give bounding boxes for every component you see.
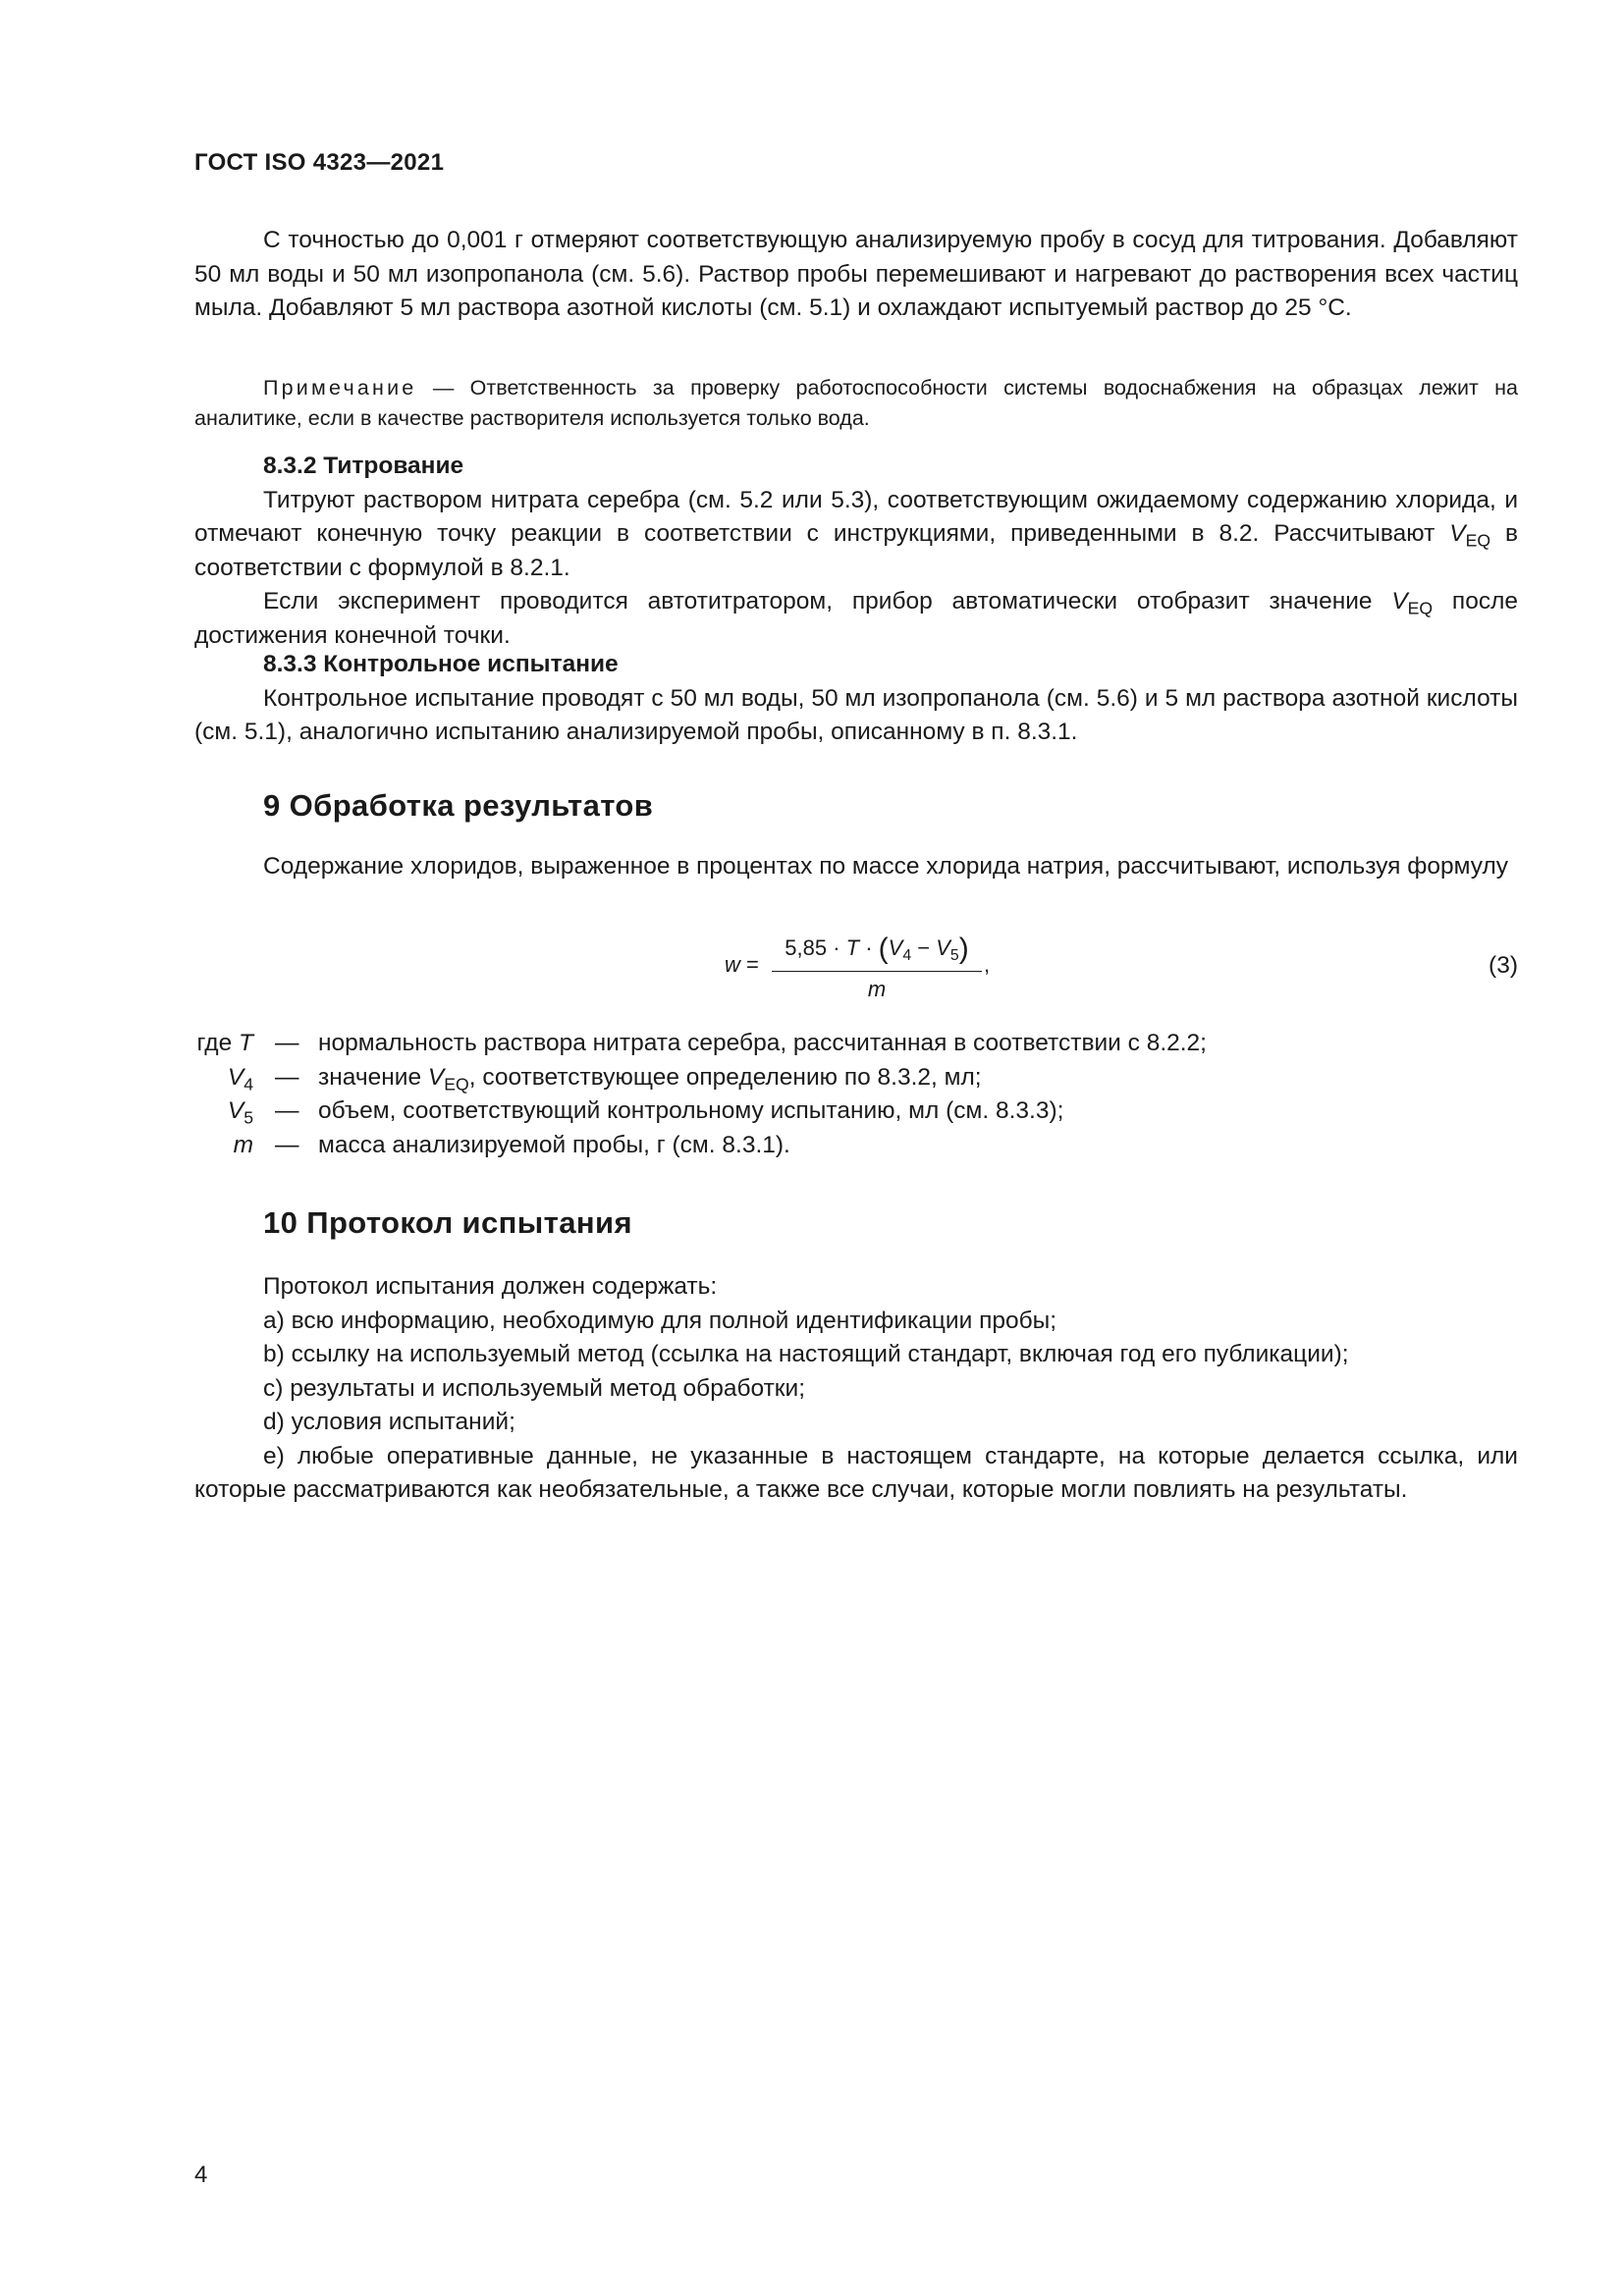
definition-m-text: масса анализируемой пробы, г (см. 8.3.1). — [318, 1131, 790, 1158]
formula-3 — [194, 933, 1518, 1001]
formula-number: (3) — [1489, 952, 1518, 979]
section-10-title: 10 Протокол испытания — [263, 1205, 632, 1240]
definition-t-symbol — [196, 1027, 253, 1061]
formula-v5: V — [936, 935, 950, 960]
formula-sub4: 4 — [902, 946, 912, 964]
where-label: где — [196, 1030, 233, 1056]
formula-coefficient: 5,85 — [785, 935, 828, 960]
text-fragment: , соответствующее определению по 8.3.2, мл; — [468, 1063, 982, 1091]
veq-subscript: EQ — [1407, 598, 1434, 618]
symbol-sub: 4 — [244, 1073, 253, 1094]
veq-symbol — [1391, 588, 1407, 614]
definition-v4-symbol — [228, 1061, 253, 1095]
section-10-intro: Протокол испытания должен содержать: — [263, 1273, 718, 1300]
definition-dash: — — [275, 1063, 299, 1091]
formula-equals: = — [746, 952, 759, 977]
text-fragment: значение — [318, 1063, 428, 1091]
list-item: a) всю информацию, необходимую для полной идентификации пробы; — [263, 1307, 1057, 1334]
veq-symbol — [1449, 520, 1465, 547]
formula-m: m — [867, 977, 887, 1001]
list-item: b) ссылку на используемый метод (ссылка на настоящий стандарт, включая год его публикации); — [263, 1341, 1349, 1367]
intro-paragraph: С точностью до 0,001 г отмеряют соответствующую анализируемую пробу в сосуд для титрования. Добавляют 50 мл воды и 50 мл изопропанола (см. 5.6). Раствор пробы перемешивают и нагревают до растворения всех частиц мыла. Добавляют 5 мл раствора азотной кислоты (см. 5.1) и охлаждают испытуемый раствор до 25 °С. — [194, 227, 1518, 321]
section-8-3-3-title: 8.3.3 Контрольное испытание — [263, 651, 619, 677]
note-paragraph — [194, 373, 1518, 434]
list-item: d) условия испытаний; — [263, 1409, 515, 1435]
section-9-body — [194, 850, 1518, 884]
definition-dash: — — [275, 1097, 299, 1124]
veq-v: V — [1449, 520, 1466, 547]
symbol-v: V — [227, 1097, 244, 1124]
list-item: c) результаты и используемый метод обработки; — [263, 1374, 806, 1402]
definition-m-symbol — [234, 1129, 253, 1163]
formula-definitions — [194, 1027, 1518, 1162]
formula-sub5: 5 — [949, 946, 959, 964]
section-10-body — [194, 1270, 1518, 1508]
text-fragment: в соответствии с формулой в 8.2.1. — [194, 520, 1518, 581]
text-fragment: после достижения конечной точки. — [194, 588, 1518, 649]
section-8-3-2-paragraph-1 — [194, 484, 1518, 586]
formula-numerator: $5,85 \cdot T \cdot (V_4 - V_5)$ — [772, 933, 982, 972]
paren-close: ) — [958, 933, 969, 965]
veq-subscript: EQ — [444, 1073, 469, 1094]
veq-v: V — [1391, 588, 1408, 614]
definition-m — [194, 1129, 1518, 1163]
section-8-3-2-title: 8.3.2 Титрование — [263, 453, 464, 479]
definition-t-text: нормальность раствора нитрата серебра, рассчитанная в соответствии с 8.2.2; — [318, 1030, 1207, 1056]
section-10 — [194, 1205, 1518, 1241]
definition-v4-text — [318, 1061, 982, 1095]
symbol-sub: 5 — [244, 1107, 253, 1128]
formula-v4: V — [888, 935, 903, 960]
definition-dash: — — [275, 1131, 299, 1158]
formula-t: T — [845, 935, 860, 960]
definition-v5-text: объем, соответствующий контрольному испытанию, мл (см. 8.3.3); — [318, 1097, 1064, 1124]
veq-subscript: EQ — [1465, 530, 1491, 551]
text-fragment: Титруют раствором нитрата серебра (см. 5.2 или 5.3), соответствующим ожидаемому содержанию хлорида, и отмечают конечную точку реакции в соответствии с инструкциями, приведенными в 8.2. Рассчитывают — [194, 486, 1518, 547]
veq-v: V — [427, 1063, 445, 1091]
section-9-paragraph: Содержание хлоридов, выраженное в процентах по массе хлорида натрия, рассчитывают, используя формулу — [263, 853, 1509, 880]
formula-fraction — [772, 933, 982, 1002]
symbol-t: T — [239, 1030, 253, 1056]
section-8-3-3-paragraph: Контрольное испытание проводят с 50 мл воды, 50 мл изопропанола (см. 5.6) и 5 мл раствора азотной кислоты (см. 5.1), аналогично испытанию анализируемой пробы, описанному в п. 8.3.1. — [194, 684, 1518, 745]
note-block — [194, 373, 1518, 434]
note-text: — Ответственность за проверку работоспособности системы водоснабжения на образцах лежит на аналитике, если в качестве растворителя используется только вода. — [194, 376, 1518, 430]
section-8-3-2-paragraph-2 — [194, 585, 1518, 653]
section-8-3-2 — [194, 450, 1518, 653]
document-code-header: ГОСТ ISO 4323—2021 — [194, 149, 445, 176]
formula-lhs — [725, 952, 759, 978]
formula-comma: , — [984, 952, 991, 977]
note-label: Примечание — [263, 376, 417, 400]
section-9-title: 9 Обработка результатов — [263, 788, 654, 823]
definition-dash: — — [275, 1030, 299, 1056]
list-item: e) любые оперативные данные, не указанные в настоящем стандарте, на которые делается ссылка, или которые рассматриваются как необязательные, а также все случаи, которые могли повлиять на результаты. — [194, 1442, 1518, 1503]
section-8-3-3 — [194, 648, 1518, 750]
intro-section — [194, 224, 1518, 326]
definition-v4 — [194, 1061, 1518, 1095]
definition-v5-symbol — [228, 1095, 253, 1129]
text-fragment: Если эксперимент проводится автотитратором, прибор автоматически отобразит значение — [263, 588, 1392, 614]
section-9 — [194, 788, 1518, 824]
formula-w: w — [725, 952, 740, 977]
definition-v5 — [194, 1095, 1518, 1129]
symbol-m: m — [233, 1131, 253, 1158]
definition-t — [194, 1027, 1518, 1061]
paren-open: ( — [878, 933, 889, 965]
formula-denominator — [772, 972, 982, 1002]
page-number: 4 — [194, 2162, 208, 2188]
symbol-v: V — [227, 1063, 244, 1091]
